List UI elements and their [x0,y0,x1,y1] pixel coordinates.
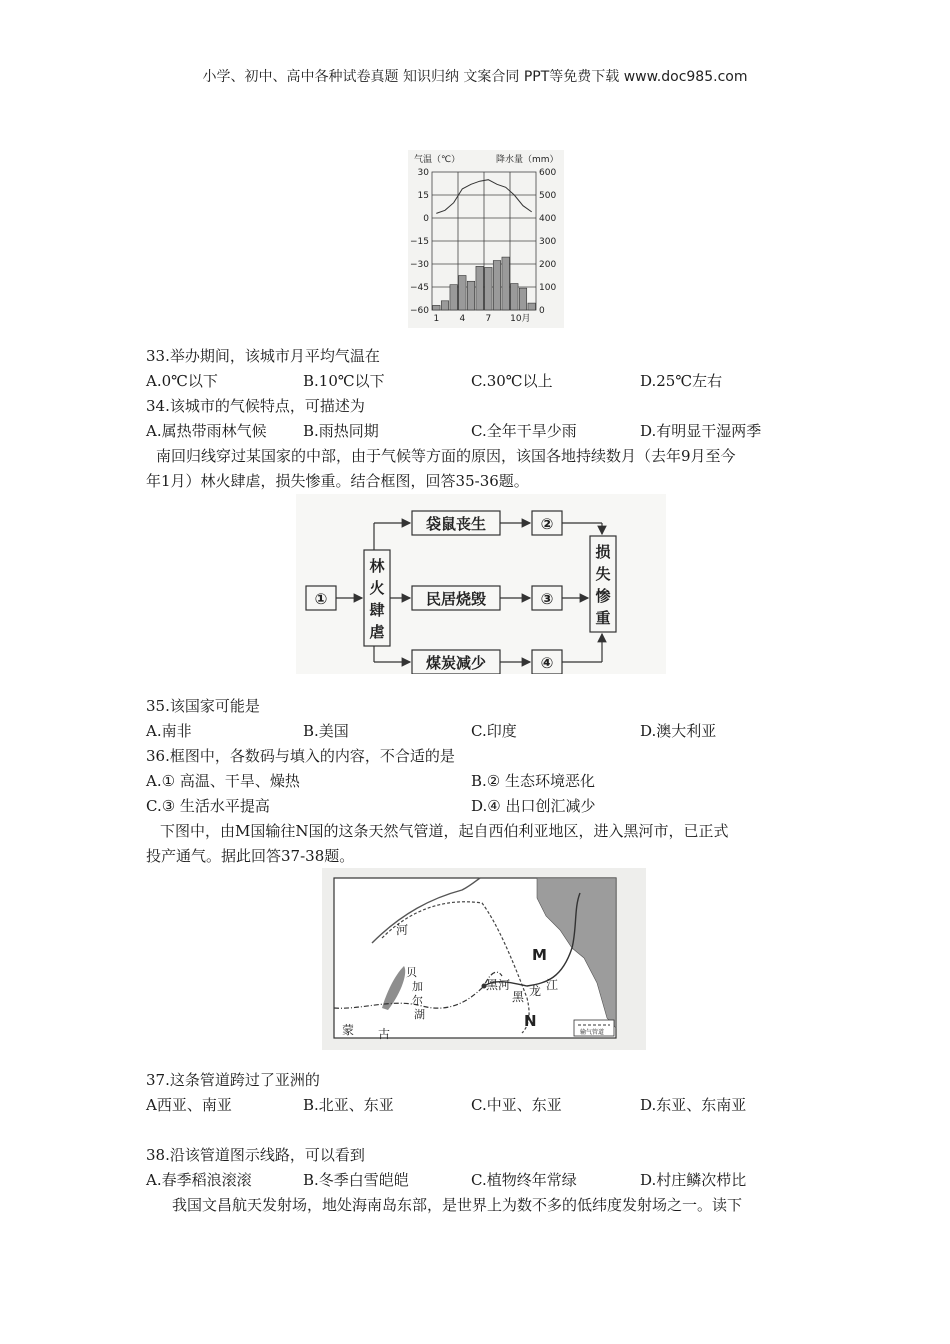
q35-option-c: C.印度 [471,722,517,740]
q38-option-c: C.植物终年常绿 [471,1171,577,1189]
precip-tick-label: 400 [539,214,557,224]
precip-bar [450,285,457,310]
intro-37-line2: 投产通气。据此回答37-38题。 [146,847,355,865]
q33-option-d: D.25℃左右 [640,372,723,390]
q36-option-c: C.③ 生活水平提高 [146,797,270,815]
precip-tick-label: 0 [539,306,545,316]
month-tick-label: 10月 [510,314,531,324]
q35-option-a: A.南非 [146,722,192,740]
temp-tick-label: −45 [410,283,429,293]
q37-option-a: A西亚、南亚 [146,1096,232,1114]
q37-stem: 37.这条管道跨过了亚洲的 [146,1071,320,1089]
month-tick-label: 1 [433,314,440,324]
climate-chart [408,150,564,328]
precip-tick-label: 200 [539,260,557,270]
precip-tick-label: 100 [539,283,557,293]
page-header: 小学、初中、高中各种试卷真题 知识归纳 文案合同 PPT等免费下载 www.doc985.com [202,69,748,85]
intro-35-line2: 年1月）林火肆虐，损失惨重。结合框图，回答35-36题。 [146,472,529,490]
q36-stem: 36.框图中，各数码与填入的内容，不合适的是 [146,747,455,765]
q36-option-d: D.④ 出口创汇减少 [471,797,596,815]
precip-bar [519,288,526,310]
temp-tick-label: −60 [410,306,429,316]
temp-tick-label: 0 [423,214,429,224]
month-tick-label: 4 [459,314,466,324]
precip-bar [493,261,500,310]
precip-bar [433,305,440,310]
q33-stem: 33.举办期间，该城市月平均气温在 [146,347,380,365]
q36-option-b: B.② 生态环境恶化 [471,772,596,790]
q35-option-b: B.美国 [303,722,349,740]
temp-tick-label: 15 [417,191,429,201]
q37-option-b: B.北亚、东亚 [303,1096,394,1114]
pipeline-map-svg [322,868,646,1050]
map-label-lake-1: 贝 [406,966,417,979]
map-label-river-3: 江 [546,978,559,992]
flow-mid-2: 民居烧毁 [425,590,487,608]
q38-stem: 38.沿该管道图示线路，可以看到 [146,1146,365,1164]
flow-num-4: ④ [540,654,554,672]
flow-mid-1: 袋鼠丧生 [425,515,487,533]
temp-tick-label: −30 [410,260,429,270]
precip-tick-label: 300 [539,237,557,247]
precip-tick-label: 500 [539,191,557,201]
map-label-m: M [532,946,547,964]
flow-center-3: 肆 [369,601,385,619]
flow-center-1: 林 [369,557,385,575]
map-label-river-west: 河 [396,923,409,937]
q38-option-a: A.春季稻浪滚滚 [146,1171,252,1189]
flow-center-2: 火 [369,579,385,597]
flow-end-2: 失 [595,565,611,583]
map-label-heihe: 黑河 [486,978,511,992]
final-paragraph: 我国文昌航天发射场，地处海南岛东部，是世界上为数不多的低纬度发射场之一。读下 [172,1196,743,1214]
q34-option-d: D.有明显干湿两季 [640,422,762,440]
flow-center-4: 虐 [369,623,385,641]
flow-num-3: ③ [540,590,554,608]
month-tick-label: 7 [485,314,492,324]
precip-bar [467,281,474,310]
temp-axis-label: 气温（℃） [414,155,461,165]
flow-mid-3: 煤炭减少 [425,654,487,672]
precip-bar [528,303,535,310]
map-label-river-1: 黑 [512,990,525,1004]
flow-end-3: 惨 [595,587,611,605]
q36-option-a: A.① 高温、干旱、燥热 [146,772,300,790]
q33-option-a: A.0℃以下 [146,372,218,390]
map-label-mongolia-2: 古 [378,1027,391,1041]
map-legend-label: 输气管道 [580,1029,605,1036]
flow-end-4: 重 [595,609,611,627]
map-label-lake-3: 尔 [412,994,423,1007]
precip-bar [476,266,483,310]
q37-option-c: C.中亚、东亚 [471,1096,562,1114]
q34-option-c: C.全年干旱少雨 [471,422,577,440]
q33-option-c: C.30℃以上 [471,372,553,390]
flow-end-1: 损 [595,543,611,561]
q38-option-d: D.村庄鳞次栉比 [640,1171,747,1189]
precip-axis-label: 降水量（mm） [496,155,559,165]
flow-start: ① [314,590,328,608]
q35-option-d: D.澳大利亚 [640,722,717,740]
q34-option-b: B.雨热同期 [303,422,379,440]
temp-tick-label: −15 [410,237,429,247]
map-label-mongolia-1: 蒙 [342,1023,355,1037]
q38-option-b: B.冬季白雪皑皑 [303,1171,409,1189]
temp-tick-label: 30 [417,168,429,178]
map-label-n: N [524,1012,537,1030]
map-label-lake-2: 加 [412,980,423,993]
precip-bar [441,301,448,310]
precip-bar [485,267,492,310]
intro-35-line1: 南回归线穿过某国家的中部，由于气候等方面的原因，该国各地持续数月（去年9月至今 [156,447,736,465]
precip-bar [511,284,518,310]
q33-option-b: B.10℃以下 [303,372,385,390]
q34-stem: 34.该城市的气候特点，可描述为 [146,397,365,415]
flow-num-2: ② [540,515,554,533]
intro-37-line1: 下图中，由M国输往N国的这条天然气管道，起自西伯利亚地区，进入黑河市，已正式 [160,822,729,840]
map-label-lake-4: 湖 [414,1008,425,1021]
q37-option-d: D.东亚、东南亚 [640,1096,747,1114]
precip-tick-label: 600 [539,168,557,178]
precip-bar [502,257,509,310]
map-label-river-2: 龙 [529,984,542,998]
precip-bar [459,276,466,311]
q34-option-a: A.属热带雨林气候 [146,422,267,440]
flow-diagram-svg [296,494,666,674]
q35-stem: 35.该国家可能是 [146,697,260,715]
